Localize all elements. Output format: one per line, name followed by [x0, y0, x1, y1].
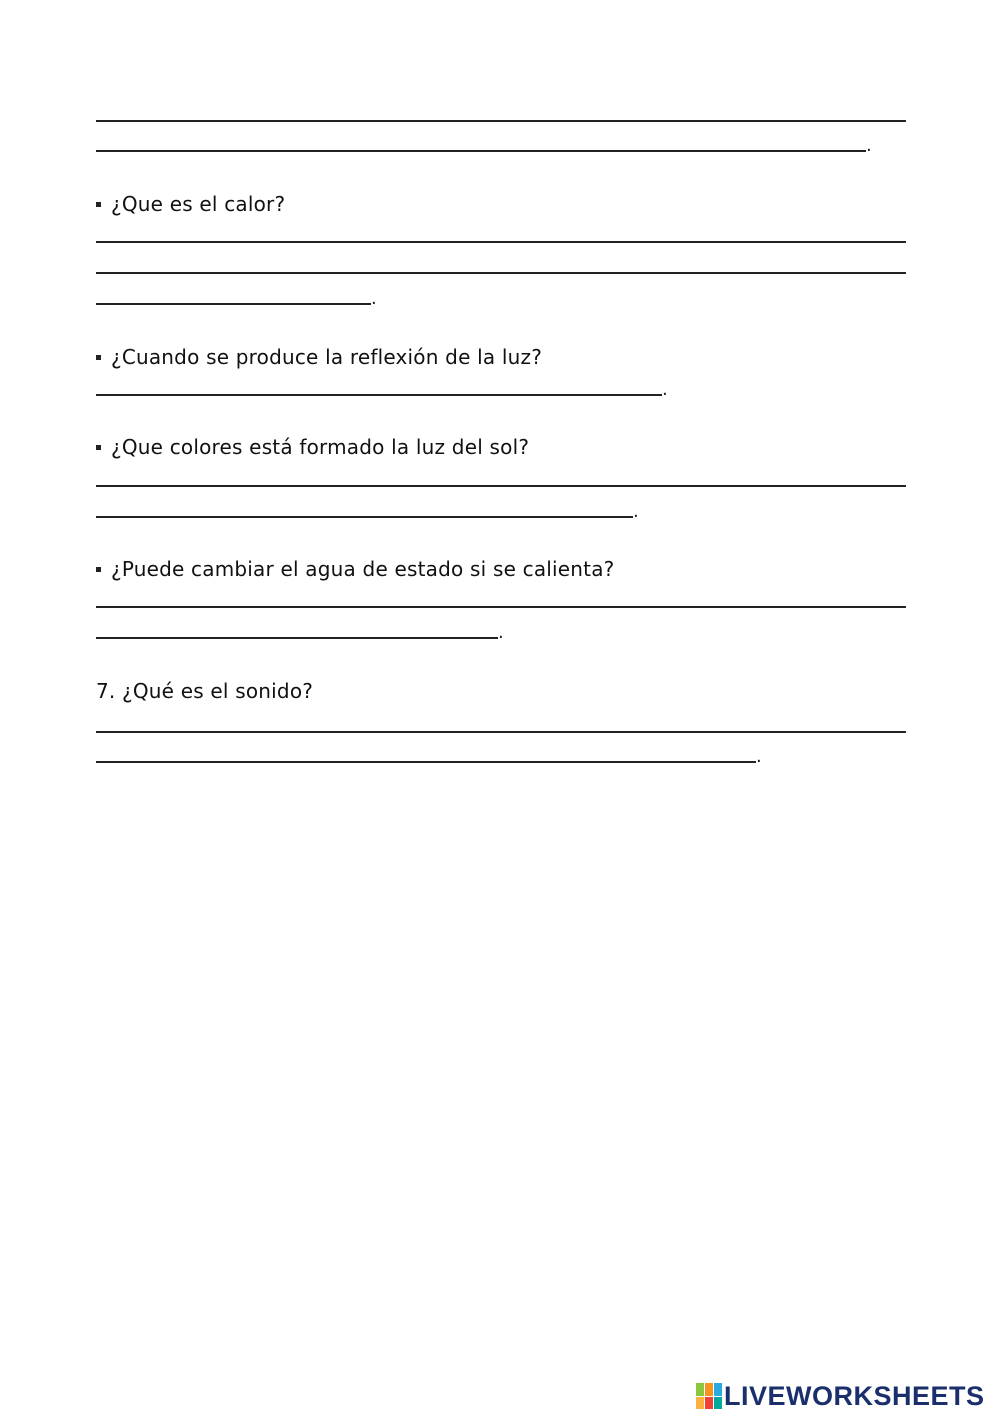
question-text: ¿Cuando se produce la reflexión de la luz?: [111, 345, 543, 369]
question-text: ¿Puede cambiar el agua de estado si se calienta?: [111, 557, 615, 581]
question-text: ¿Que es el calor?: [111, 192, 286, 216]
answer-line[interactable]: [96, 150, 866, 152]
line-end-period: .: [866, 135, 872, 156]
answer-line[interactable]: [96, 516, 633, 518]
answer-line[interactable]: [96, 606, 906, 608]
answer-line[interactable]: [96, 761, 756, 763]
question-text: ¿Que colores está formado la luz del sol?: [111, 435, 530, 459]
line-end-period: .: [633, 501, 639, 522]
bullet-icon: [96, 355, 101, 360]
answer-line[interactable]: [96, 485, 906, 487]
line-end-period: .: [371, 288, 377, 309]
question-sonido: 7. ¿Qué es el sonido?: [96, 679, 314, 703]
answer-line[interactable]: [96, 120, 906, 122]
question-reflexion: [96, 345, 542, 369]
line-end-period: .: [756, 746, 762, 767]
question-agua: [96, 557, 615, 581]
answer-line[interactable]: [96, 731, 906, 733]
liveworksheets-logo-icon: [696, 1383, 722, 1409]
question-calor: [96, 192, 285, 216]
answer-line[interactable]: [96, 394, 662, 396]
bullet-icon: [96, 445, 101, 450]
line-end-period: .: [662, 379, 668, 400]
bullet-icon: [96, 567, 101, 572]
liveworksheets-logo: [696, 1381, 985, 1411]
answer-line[interactable]: [96, 241, 906, 243]
answer-line[interactable]: [96, 303, 371, 305]
bullet-icon: [96, 202, 101, 207]
question-colores: [96, 435, 529, 459]
line-end-period: .: [498, 622, 504, 643]
answer-line[interactable]: [96, 637, 498, 639]
brand-name: LIVEWORKSHEETS: [724, 1381, 985, 1411]
answer-line[interactable]: [96, 272, 906, 274]
